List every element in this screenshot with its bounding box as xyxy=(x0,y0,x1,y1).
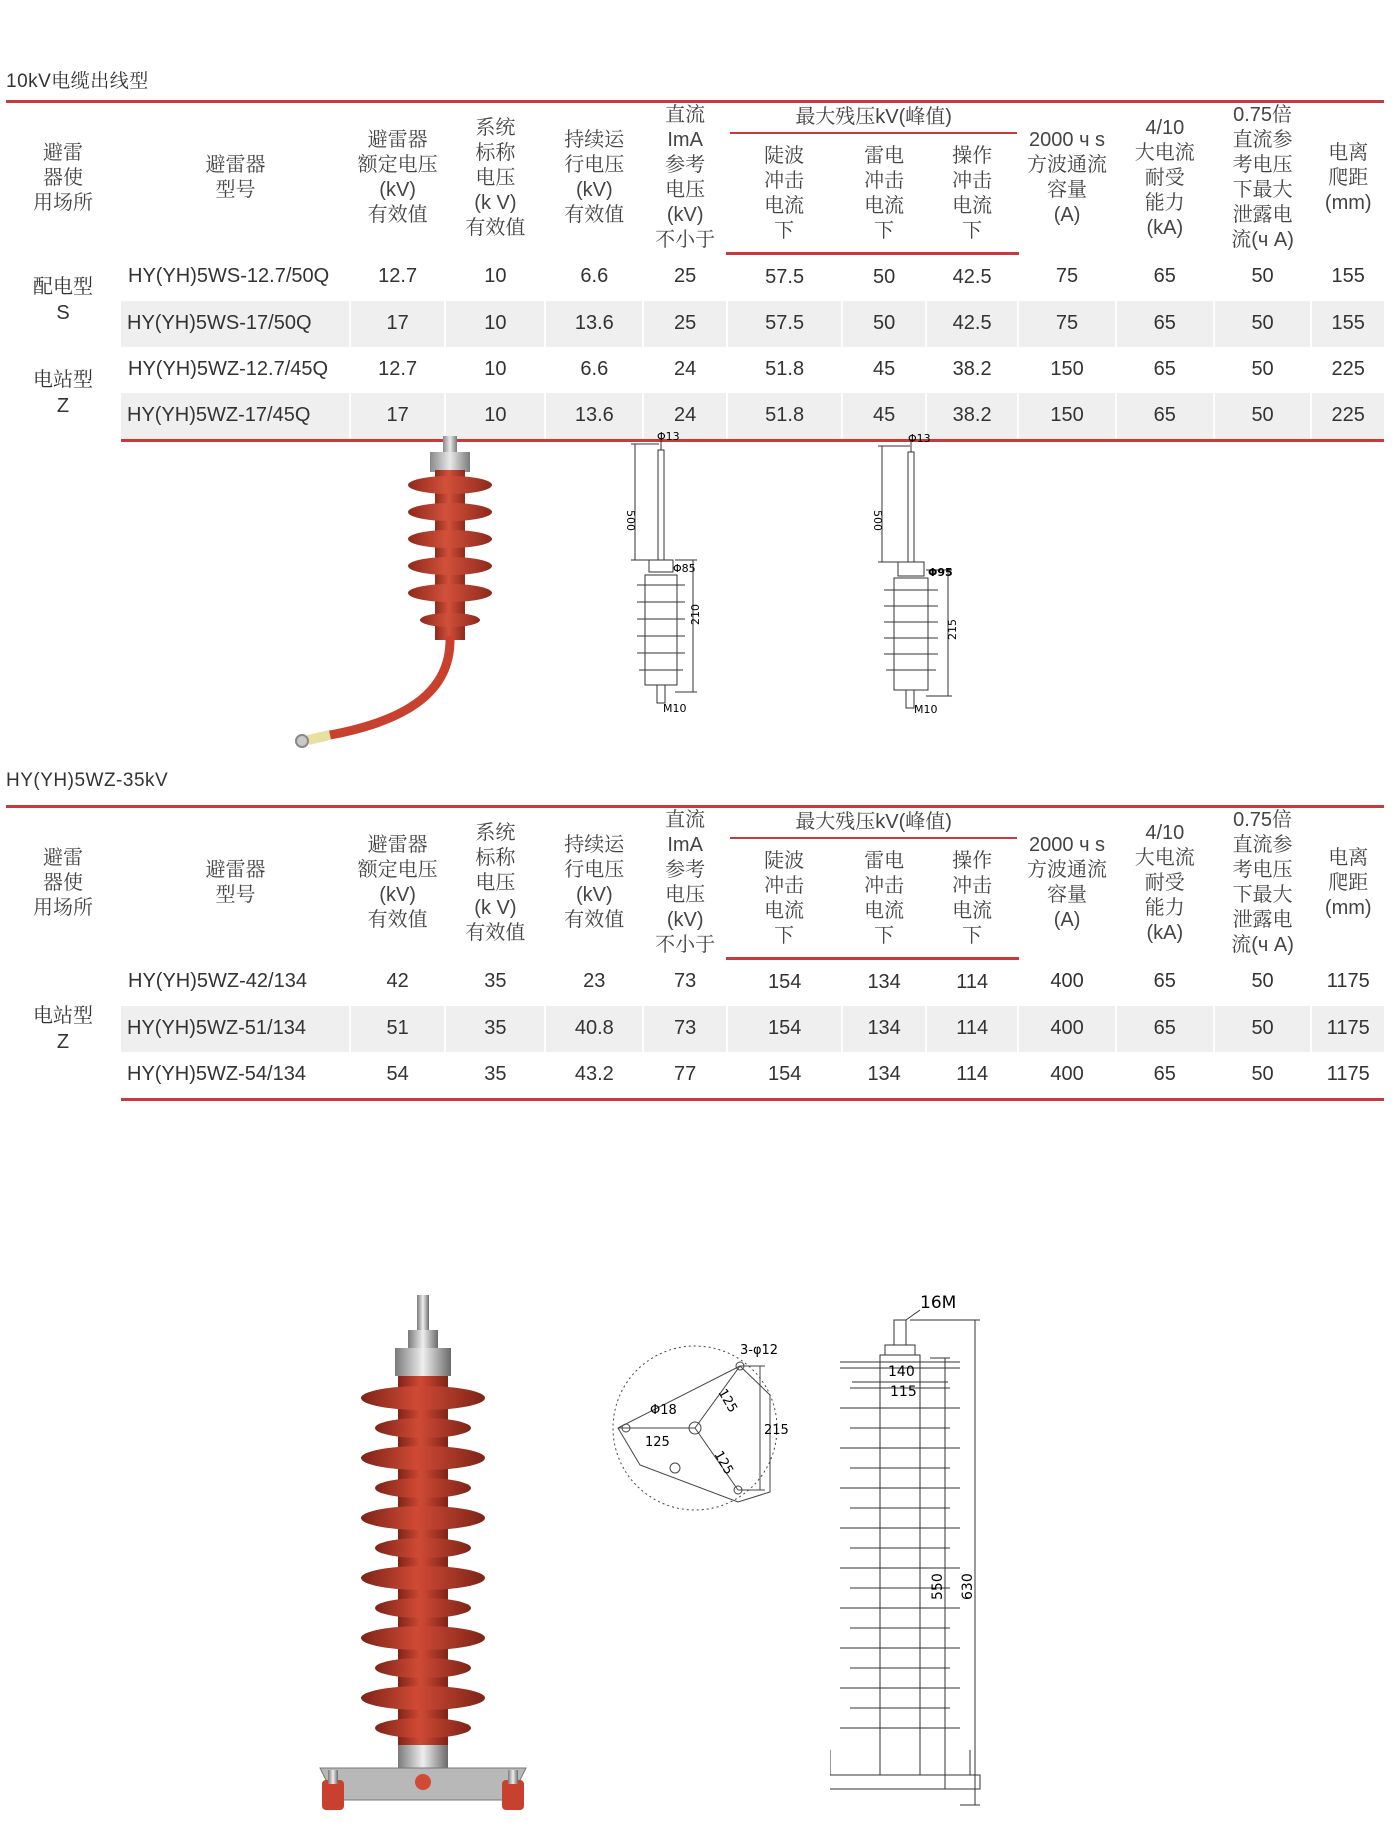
cell-dc-reference: 73 xyxy=(643,1006,727,1052)
cell-switching: 114 xyxy=(926,958,1018,1006)
cell-rated-voltage: 17 xyxy=(350,301,445,347)
header-square-wave-35 xyxy=(1018,807,1116,959)
cell-leakage: 50 xyxy=(1214,1052,1312,1100)
header-line: 避雷器 xyxy=(367,129,428,151)
header-line: 有效值 xyxy=(367,909,428,931)
cell-lightning: 50 xyxy=(842,253,926,301)
base-holes-label: 3-φ12 xyxy=(740,1343,779,1358)
header-dc-reference xyxy=(643,102,727,254)
cell-leakage: 50 xyxy=(1214,1006,1312,1052)
header-site-35 xyxy=(6,807,121,959)
cell-switching: 114 xyxy=(926,1052,1018,1100)
drawing-z-top-dia: Φ13 xyxy=(908,432,931,445)
drawing-s-length: 500 xyxy=(624,510,637,531)
spec-table-35kv xyxy=(6,805,1384,1101)
header-lightning-35 xyxy=(842,842,926,959)
header-line: (k V) xyxy=(474,191,517,214)
header-line: 冲击 xyxy=(864,170,905,192)
cell-high-current: 65 xyxy=(1116,301,1214,347)
base-plate-svg xyxy=(600,1340,820,1520)
header-lightning xyxy=(842,137,926,254)
cell-rated-voltage: 12.7 xyxy=(350,253,445,301)
table-row xyxy=(6,253,1384,301)
header-line: 直流参 xyxy=(1232,129,1293,151)
header-line: 型号 xyxy=(215,884,256,906)
header-system-voltage-35 xyxy=(445,807,545,959)
table-row xyxy=(6,958,1384,1006)
header-line: 电流 xyxy=(952,195,993,217)
header-line: 操作 xyxy=(952,850,993,872)
header-line: (k V) xyxy=(474,896,517,919)
header-line: (kV) xyxy=(379,884,416,906)
section-title-35kv: HY(YH)5WZ-35kV xyxy=(6,770,169,791)
header-line: 陡波 xyxy=(764,850,805,872)
cell-square-wave: 400 xyxy=(1018,1006,1116,1052)
cell-switching: 42.5 xyxy=(926,301,1018,347)
cell-rated-voltage: 12.7 xyxy=(350,347,445,393)
header-line: 冲击 xyxy=(952,170,993,192)
header-line: 电流 xyxy=(864,900,905,922)
header-line: 下 xyxy=(962,925,983,947)
header-line: 持续运 xyxy=(564,129,625,151)
header-model-35 xyxy=(121,807,350,959)
header-line: 不小于 xyxy=(655,229,716,251)
table-row xyxy=(6,347,1384,393)
cell-dc-reference: 24 xyxy=(643,347,727,393)
cell-square-wave: 75 xyxy=(1018,253,1116,301)
dimension-drawing-35kv xyxy=(830,1290,1030,1820)
table-row xyxy=(6,301,1384,347)
cell-high-current: 65 xyxy=(1116,393,1214,441)
cell-high-current: 65 xyxy=(1116,958,1214,1006)
base-plate-drawing xyxy=(600,1340,820,1520)
cell-model: HY(YH)5WS-17/50Q xyxy=(121,301,350,347)
header-line: 避雷 xyxy=(43,846,83,869)
header-rated-voltage xyxy=(350,102,445,254)
cell-creepage: 155 xyxy=(1311,301,1384,347)
cell-lightning: 45 xyxy=(842,347,926,393)
cell-site: 电站型 Z xyxy=(33,369,93,418)
drawing-s-height: 210 xyxy=(689,604,702,625)
cell-system-voltage: 10 xyxy=(445,253,545,301)
header-line: 流(ч A) xyxy=(1231,934,1294,956)
header-line: 能力 xyxy=(1144,896,1185,919)
header-line: 型号 xyxy=(215,179,256,201)
drawing-35-width-2: 115 xyxy=(890,1384,917,1400)
header-line: (kV) xyxy=(575,179,613,201)
header-line: 避雷 xyxy=(43,141,83,164)
header-creepage-35 xyxy=(1311,807,1384,959)
header-line: (kV) xyxy=(575,884,613,906)
header-line: 泄露电 xyxy=(1232,909,1293,931)
header-line: 操作 xyxy=(952,145,993,167)
header-line: 下最大 xyxy=(1232,884,1293,906)
header-high-current-35 xyxy=(1116,807,1214,959)
cell-continuous-voltage: 6.6 xyxy=(545,347,643,393)
header-line: 2000 ч s xyxy=(1029,129,1106,151)
header-line: 冲击 xyxy=(764,170,805,192)
drawing-z-thread: M10 xyxy=(914,703,938,716)
drawing-z-dia: Φ95 xyxy=(928,566,953,579)
cell-continuous-voltage: 40.8 xyxy=(545,1006,643,1052)
cell-lightning: 45 xyxy=(842,393,926,441)
cell-square-wave: 400 xyxy=(1018,1052,1116,1100)
header-line: 能力 xyxy=(1144,191,1185,214)
header-line: 电离 xyxy=(1328,141,1369,164)
header-continuous-voltage xyxy=(545,102,643,254)
header-line: 直流 xyxy=(665,104,706,126)
cell-high-current: 65 xyxy=(1116,1006,1214,1052)
cell-steep: 57.5 xyxy=(727,301,842,347)
drawing-35-height-2: 630 xyxy=(960,1573,976,1600)
cell-high-current: 65 xyxy=(1116,1052,1214,1100)
cell-continuous-voltage: 23 xyxy=(545,958,643,1006)
cell-dc-reference: 24 xyxy=(643,393,727,441)
header-line: 大电流 xyxy=(1134,141,1195,164)
header-line: 用场所 xyxy=(33,896,93,919)
cell-dc-reference: 25 xyxy=(643,301,727,347)
base-span: 215 xyxy=(764,1423,789,1438)
cell-continuous-voltage: 43.2 xyxy=(545,1052,643,1100)
cell-model: HY(YH)5WZ-42/134 xyxy=(121,958,350,1006)
header-line: 器使 xyxy=(43,166,83,189)
header-creepage xyxy=(1311,102,1384,254)
header-model xyxy=(121,102,350,254)
cell-continuous-voltage: 6.6 xyxy=(545,253,643,301)
header-line: 电压 xyxy=(665,884,706,906)
header-max-residual: 最大残压kV(峰值) xyxy=(727,102,1018,137)
header-leakage xyxy=(1214,102,1312,254)
header-line: 行电压 xyxy=(564,154,625,176)
cell-steep: 57.5 xyxy=(727,253,842,301)
header-line: 标称 xyxy=(475,846,516,869)
header-line: 行电压 xyxy=(564,859,625,881)
cell-switching: 38.2 xyxy=(926,347,1018,393)
cell-creepage: 155 xyxy=(1311,253,1384,301)
cell-leakage: 50 xyxy=(1214,301,1312,347)
header-line: (kA) xyxy=(1146,216,1184,239)
base-radius-2: 125 xyxy=(714,1386,740,1416)
cell-site: 配电型 S xyxy=(33,275,93,324)
cell-leakage: 50 xyxy=(1214,347,1312,393)
header-line: 容量 xyxy=(1047,179,1088,201)
drawing-z-length: 500 xyxy=(871,510,884,531)
header-system-voltage xyxy=(445,102,545,254)
cell-system-voltage: 35 xyxy=(445,1006,545,1052)
header-line: 冲击 xyxy=(864,875,905,897)
cell-system-voltage: 35 xyxy=(445,1052,545,1100)
header-dc-reference-35 xyxy=(643,807,727,959)
header-line: (kV) xyxy=(666,909,704,931)
cell-lightning: 134 xyxy=(842,1052,926,1100)
arrester-10kv-illustration xyxy=(290,430,530,760)
cell-creepage: 1175 xyxy=(1311,958,1384,1006)
header-line: 考电压 xyxy=(1232,154,1293,176)
table-row xyxy=(6,1052,1384,1100)
arrester-35kv-illustration xyxy=(310,1290,540,1820)
header-line: (A) xyxy=(1053,909,1081,931)
cell-system-voltage: 10 xyxy=(445,393,545,441)
header-line: 系统 xyxy=(475,116,516,139)
header-line: 直流参 xyxy=(1232,834,1293,856)
header-steep xyxy=(727,137,842,254)
header-line: 雷电 xyxy=(864,145,905,167)
header-line: 电流 xyxy=(764,195,805,217)
table-body-35kv xyxy=(6,958,1384,1099)
header-line: 参考 xyxy=(665,859,706,881)
header-line: 器使 xyxy=(43,871,83,894)
cell-switching: 38.2 xyxy=(926,393,1018,441)
drawing-z-height: 215 xyxy=(946,619,959,640)
header-line: 电流 xyxy=(952,900,993,922)
cell-continuous-voltage: 13.6 xyxy=(545,393,643,441)
cell-system-voltage: 10 xyxy=(445,347,545,393)
drawing-s-thread: M10 xyxy=(663,702,687,715)
cell-high-current: 65 xyxy=(1116,347,1214,393)
cell-creepage: 225 xyxy=(1311,393,1384,441)
header-line: 陡波 xyxy=(764,145,805,167)
cell-lightning: 50 xyxy=(842,301,926,347)
cell-leakage: 50 xyxy=(1214,958,1312,1006)
header-line: (kV) xyxy=(379,179,416,201)
arrester-photo-10kv xyxy=(290,430,530,760)
header-line: 流(ч A) xyxy=(1231,229,1294,251)
header-line: (kA) xyxy=(1146,921,1184,944)
header-line: 系统 xyxy=(475,821,516,844)
header-switching xyxy=(926,137,1018,254)
header-rated-voltage-35 xyxy=(350,807,445,959)
header-line: 容量 xyxy=(1047,884,1088,906)
header-continuous-voltage-35 xyxy=(545,807,643,959)
cell-dc-reference: 25 xyxy=(643,253,727,301)
cell-square-wave: 150 xyxy=(1018,347,1116,393)
table-row xyxy=(6,1006,1384,1052)
header-line: 4/10 xyxy=(1145,821,1185,844)
cell-model: HY(YH)5WZ-54/134 xyxy=(121,1052,350,1100)
cell-rated-voltage: 54 xyxy=(350,1052,445,1100)
header-line: 冲击 xyxy=(764,875,805,897)
cell-system-voltage: 10 xyxy=(445,301,545,347)
dimension-drawing-10kv-z xyxy=(860,430,1000,720)
header-line: 大电流 xyxy=(1134,846,1195,869)
cell-square-wave: 150 xyxy=(1018,393,1116,441)
cell-square-wave: 75 xyxy=(1018,301,1116,347)
header-line: 0.75倍 xyxy=(1233,809,1293,831)
header-line: 不小于 xyxy=(655,934,716,956)
header-line: 有效值 xyxy=(465,216,526,239)
header-line: ImA xyxy=(667,834,703,856)
header-line: 爬距 xyxy=(1328,871,1369,894)
header-line: (kV) xyxy=(666,204,704,226)
cell-model: HY(YH)5WZ-51/134 xyxy=(121,1006,350,1052)
header-line: 用场所 xyxy=(33,191,93,214)
header-steep-35 xyxy=(727,842,842,959)
cell-model: HY(YH)5WS-12.7/50Q xyxy=(121,253,350,301)
header-line: 避雷器 xyxy=(367,834,428,856)
cell-square-wave: 400 xyxy=(1018,958,1116,1006)
header-line: 额定电压 xyxy=(357,859,438,881)
header-line: 有效值 xyxy=(367,204,428,226)
header-high-current xyxy=(1116,102,1214,254)
dimension-drawing-10kv-s xyxy=(615,430,755,720)
header-line: 下 xyxy=(962,220,983,242)
header-line: 电离 xyxy=(1328,846,1369,869)
cell-switching: 114 xyxy=(926,1006,1018,1052)
header-line: 下 xyxy=(774,220,795,242)
header-line: 电压 xyxy=(475,166,516,189)
cell-model: HY(YH)5WZ-12.7/45Q xyxy=(121,347,350,393)
header-line: 冲击 xyxy=(952,875,993,897)
cell-dc-reference: 73 xyxy=(643,958,727,1006)
drawing-35kv-svg xyxy=(830,1290,1030,1820)
header-line: 耐受 xyxy=(1144,166,1185,189)
base-center-dia: Φ18 xyxy=(650,1403,677,1418)
header-square-wave xyxy=(1018,102,1116,254)
cell-lightning: 134 xyxy=(842,958,926,1006)
header-line: 泄露电 xyxy=(1232,204,1293,226)
spec-table-10kv xyxy=(6,100,1384,442)
cell-steep: 154 xyxy=(727,1006,842,1052)
cell-dc-reference: 77 xyxy=(643,1052,727,1100)
cell-steep: 51.8 xyxy=(727,393,842,441)
cell-high-current: 65 xyxy=(1116,253,1214,301)
cell-creepage: 1175 xyxy=(1311,1052,1384,1100)
table-body-10kv xyxy=(6,253,1384,440)
header-line: 方波通流 xyxy=(1027,154,1108,176)
header-line: 电流 xyxy=(764,900,805,922)
header-line: 标称 xyxy=(475,141,516,164)
drawing-35-thread: 16M xyxy=(920,1293,957,1313)
header-line: 耐受 xyxy=(1144,871,1185,894)
header-line: 有效值 xyxy=(465,921,526,944)
base-radius-1: 125 xyxy=(645,1435,670,1450)
header-line: 雷电 xyxy=(864,850,905,872)
header-line: 下 xyxy=(874,925,895,947)
cell-creepage: 1175 xyxy=(1311,1006,1384,1052)
header-line: 有效值 xyxy=(564,204,625,226)
cell-switching: 42.5 xyxy=(926,253,1018,301)
drawing-35-height-1: 550 xyxy=(930,1573,946,1600)
header-line: 4/10 xyxy=(1145,116,1185,139)
section-title-10kv: 10kV电缆出线型 xyxy=(6,71,149,92)
header-line: (mm) xyxy=(1324,191,1372,214)
header-line: 0.75倍 xyxy=(1233,104,1293,126)
cell-steep: 154 xyxy=(727,1052,842,1100)
header-line: 下 xyxy=(874,220,895,242)
cell-leakage: 50 xyxy=(1214,253,1312,301)
header-line: 下 xyxy=(774,925,795,947)
cell-steep: 51.8 xyxy=(727,347,842,393)
header-line: 电压 xyxy=(475,871,516,894)
cell-rated-voltage: 51 xyxy=(350,1006,445,1052)
header-line: 爬距 xyxy=(1328,166,1369,189)
header-site xyxy=(6,102,121,254)
cell-continuous-voltage: 13.6 xyxy=(545,301,643,347)
header-line: 避雷器 xyxy=(205,154,266,176)
header-line: 下最大 xyxy=(1232,179,1293,201)
cell-system-voltage: 35 xyxy=(445,958,545,1006)
drawing-s-dia: Φ85 xyxy=(673,562,696,575)
cell-rated-voltage: 42 xyxy=(350,958,445,1006)
cell-creepage: 225 xyxy=(1311,347,1384,393)
header-line: (A) xyxy=(1053,204,1081,226)
cell-leakage: 50 xyxy=(1214,393,1312,441)
drawing-z-svg xyxy=(860,430,1000,720)
cell-lightning: 134 xyxy=(842,1006,926,1052)
drawing-s-top-dia: Φ13 xyxy=(657,430,680,443)
header-line: 2000 ч s xyxy=(1029,834,1106,856)
arrester-photo-35kv xyxy=(310,1290,540,1820)
cell-rated-voltage: 17 xyxy=(350,393,445,441)
header-switching-35 xyxy=(926,842,1018,959)
header-max-residual-35: 最大残压kV(峰值) xyxy=(727,807,1018,842)
header-line: (mm) xyxy=(1324,896,1372,919)
header-line: 参考 xyxy=(665,154,706,176)
header-line: 直流 xyxy=(665,809,706,831)
cell-steep: 154 xyxy=(727,958,842,1006)
header-line: ImA xyxy=(667,129,703,151)
header-line: 持续运 xyxy=(564,834,625,856)
header-line: 考电压 xyxy=(1232,859,1293,881)
drawing-s-svg xyxy=(615,430,755,720)
cell-site: 电站型 Z xyxy=(33,1004,93,1053)
header-line: 额定电压 xyxy=(357,154,438,176)
header-line: 电压 xyxy=(665,179,706,201)
header-line: 方波通流 xyxy=(1027,859,1108,881)
header-leakage-35 xyxy=(1214,807,1312,959)
header-line: 有效值 xyxy=(564,909,625,931)
drawing-35-width-1: 140 xyxy=(888,1364,915,1380)
header-line: 电流 xyxy=(864,195,905,217)
cell-model: HY(YH)5WZ-17/45Q xyxy=(121,393,350,441)
header-line: 避雷器 xyxy=(205,859,266,881)
base-radius-3: 125 xyxy=(710,1448,736,1478)
